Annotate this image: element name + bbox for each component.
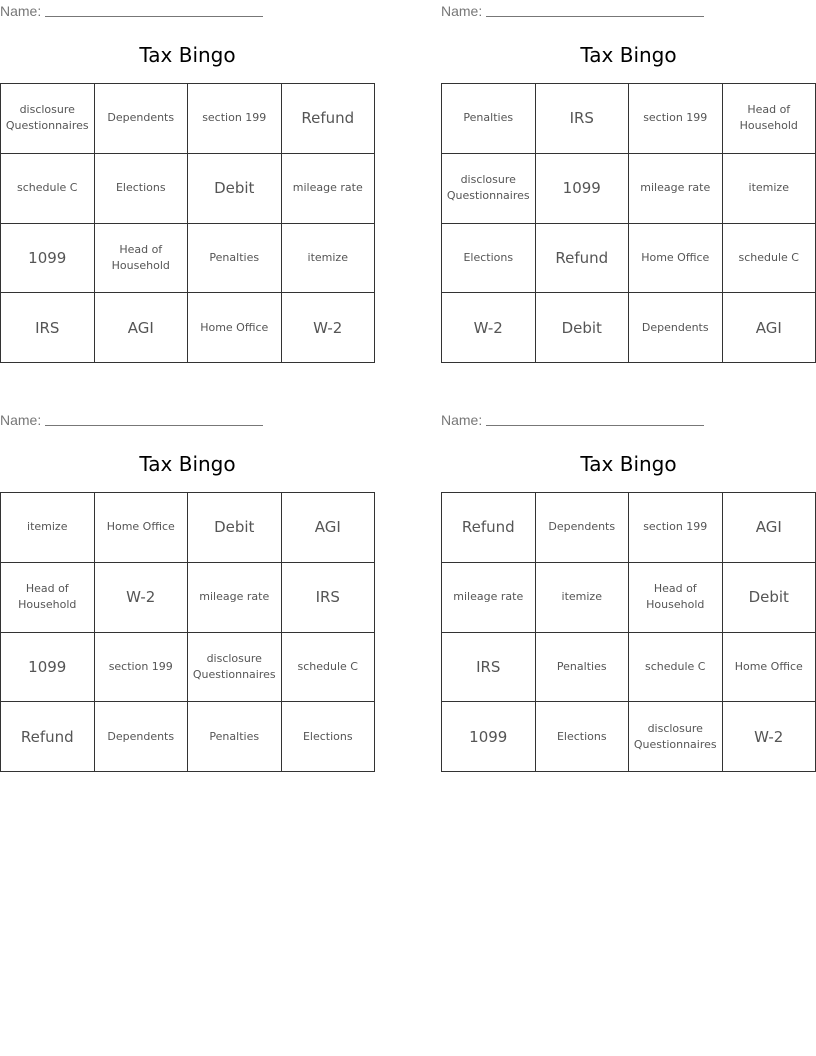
bingo-cell[interactable]: Elections [282,702,376,772]
bingo-cell[interactable]: IRS [442,633,536,703]
bingo-cell[interactable]: Debit [188,493,282,563]
bingo-cell[interactable]: Head of Household [629,563,723,633]
bingo-cell[interactable]: Debit [188,154,282,224]
bingo-cell[interactable]: Refund [1,702,95,772]
bingo-grid [441,492,816,772]
bingo-cell[interactable]: schedule C [1,154,95,224]
bingo-cell[interactable]: Penalties [442,84,536,154]
bingo-grid [441,83,816,363]
name-field-row [0,2,263,20]
name-label: Name: [441,412,483,428]
name-blank-line[interactable] [45,2,263,17]
name-blank-line[interactable] [486,2,704,17]
bingo-cell[interactable]: disclosure Questionnaires [188,633,282,703]
bingo-cell[interactable]: section 199 [629,84,723,154]
bingo-cell[interactable]: Home Office [629,224,723,294]
bingo-cell[interactable]: disclosure Questionnaires [442,154,536,224]
name-label: Name: [0,412,42,428]
bingo-cell[interactable]: Refund [282,84,376,154]
bingo-cell[interactable]: mileage rate [629,154,723,224]
bingo-card-1 [0,0,375,360]
card-title: Tax Bingo [580,43,677,67]
bingo-cell[interactable]: Penalties [536,633,630,703]
bingo-grid [0,492,375,772]
bingo-cell[interactable]: Head of Household [95,224,189,294]
bingo-cell[interactable]: 1099 [442,702,536,772]
bingo-cell[interactable]: Refund [442,493,536,563]
bingo-cell[interactable]: schedule C [282,633,376,703]
bingo-cell[interactable]: AGI [723,493,816,563]
bingo-cell[interactable]: AGI [95,293,189,363]
bingo-cell[interactable]: disclosure Questionnaires [629,702,723,772]
name-blank-line[interactable] [486,411,704,426]
bingo-cell[interactable]: AGI [723,293,816,363]
name-label: Name: [0,3,42,19]
bingo-cell[interactable]: Home Office [723,633,816,703]
bingo-cell[interactable]: itemize [536,563,630,633]
bingo-cell[interactable]: section 199 [95,633,189,703]
bingo-cell[interactable]: Dependents [95,84,189,154]
name-field-row [441,2,704,20]
bingo-cell[interactable]: schedule C [723,224,816,294]
bingo-cell[interactable]: section 199 [629,493,723,563]
bingo-cell[interactable]: Debit [723,563,816,633]
bingo-cell[interactable]: Elections [536,702,630,772]
bingo-cell[interactable]: IRS [536,84,630,154]
bingo-cell[interactable]: W-2 [282,293,376,363]
bingo-cell[interactable]: Elections [95,154,189,224]
bingo-cell[interactable]: Home Office [95,493,189,563]
bingo-cell[interactable]: AGI [282,493,376,563]
bingo-cell[interactable]: W-2 [723,702,816,772]
card-title: Tax Bingo [139,452,236,476]
bingo-cell[interactable]: Refund [536,224,630,294]
bingo-card-3 [0,409,375,769]
bingo-cell[interactable]: IRS [1,293,95,363]
bingo-cell[interactable]: Dependents [95,702,189,772]
bingo-cell[interactable]: Dependents [536,493,630,563]
bingo-cell[interactable]: W-2 [442,293,536,363]
name-field-row [0,411,263,429]
bingo-card-2 [441,0,816,360]
bingo-cell[interactable]: disclosure Questionnaires [1,84,95,154]
bingo-cell[interactable]: Home Office [188,293,282,363]
bingo-cell[interactable]: itemize [282,224,376,294]
bingo-cell[interactable]: W-2 [95,563,189,633]
bingo-cell[interactable]: itemize [1,493,95,563]
bingo-cell[interactable]: mileage rate [442,563,536,633]
bingo-cell[interactable]: 1099 [1,224,95,294]
bingo-cell[interactable]: schedule C [629,633,723,703]
bingo-cell[interactable]: itemize [723,154,816,224]
bingo-cell[interactable]: Head of Household [723,84,816,154]
bingo-cell[interactable]: 1099 [536,154,630,224]
bingo-cell[interactable]: section 199 [188,84,282,154]
bingo-cell[interactable]: IRS [282,563,376,633]
bingo-grid [0,83,375,363]
name-label: Name: [441,3,483,19]
bingo-cell[interactable]: mileage rate [282,154,376,224]
bingo-cell[interactable]: Head of Household [1,563,95,633]
bingo-cell[interactable]: Dependents [629,293,723,363]
bingo-cell[interactable]: Elections [442,224,536,294]
bingo-cell[interactable]: 1099 [1,633,95,703]
bingo-cell[interactable]: mileage rate [188,563,282,633]
bingo-cell[interactable]: Penalties [188,224,282,294]
card-title: Tax Bingo [580,452,677,476]
bingo-cell[interactable]: Debit [536,293,630,363]
name-blank-line[interactable] [45,411,263,426]
bingo-cell[interactable]: Penalties [188,702,282,772]
bingo-card-4 [441,409,816,769]
card-title: Tax Bingo [139,43,236,67]
name-field-row [441,411,704,429]
